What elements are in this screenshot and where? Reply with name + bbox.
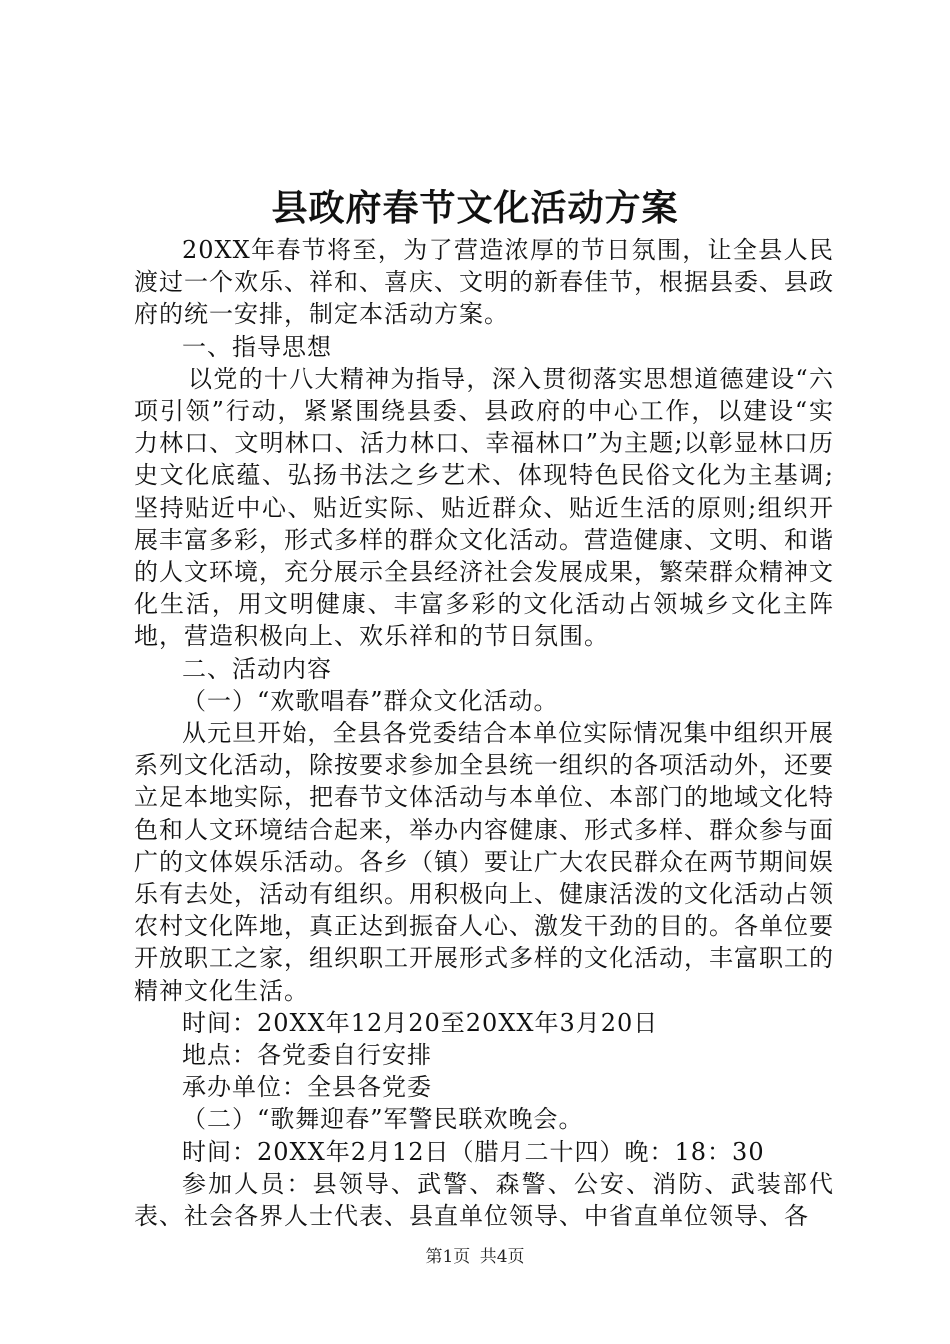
section-heading-guiding-ideology: 一、指导思想 (182, 332, 332, 361)
activity-1-paragraph: 从元旦开始，全县各党委结合本单位实际情况集中组织开展系列文化活动，除按要求参加全县统一组织的各项活动外，还要立足本地实际，把春节文体活动与本单位、本部门的地域文化特色和人文环境结合起来，举办内容健康、形式多样、群众参与面广的文体娱乐活动。各乡（镇）要让广大农民群众在两节期间娱乐有去处，活动有组织。用积极向上、健康活泼的文化活动占领农村文化阵地，真正达到振奋人心、激发干劲的目的。各单位要开放职工之家，组织职工开展形式多样的文化活动，丰富职工的精神文化生活。 (134, 719, 834, 1005)
activity-2-time: 时间：20XX年2月12日（腊月二十四）晚：18：30 (182, 1137, 765, 1166)
document-title: 县政府春节文化活动方案 (271, 187, 679, 229)
document-body (134, 234, 834, 1232)
activity-1-location: 地点：各党委自行安排 (182, 1041, 432, 1070)
activity-1-organizer: 承办单位：全县各党委 (182, 1073, 432, 1102)
activity-1-time: 时间：20XX年12月20至20XX年3月20日 (182, 1008, 659, 1037)
guiding-ideology-paragraph: 以党的十八大精神为指导，深入贯彻落实思想道德建设“六项引领”行动，紧紧围绕县委、县政府的中心工作，以建设“实力林口、文明林口、活力林口、幸福林口”为主题;以彰显林口历史文化底蕴、弘扬书法之乡艺术、体现特色民俗文化为主基调;坚持贴近中心、贴近实际、贴近群众、贴近生活的原则;组织开展丰富多彩，形式多样的群众文化活动。营造健康、文明、和谐的人文环境，充分展示全县经济社会发展成果，繁荣群众精神文化生活，用文明健康、丰富多彩的文化活动占领城乡文化主阵地，营造积极向上、欢乐祥和的节日氛围。 (134, 364, 834, 651)
subsection-heading-1: （一）“欢歌唱春”群众文化活动。 (182, 686, 559, 715)
subsection-heading-2: （二）“歌舞迎春”军警民联欢晚会。 (182, 1105, 584, 1134)
intro-paragraph: 20XX年春节将至，为了营造浓厚的节日氛围，让全县人民渡过一个欢乐、祥和、喜庆、文明的新春佳节，根据县委、县政府的统一安排，制定本活动方案。 (134, 236, 834, 329)
activity-2-participants: 参加人员：县领导、武警、森警、公安、消防、武装部代表、社会各界人士代表、县直单位领导、中省直单位领导、各 (134, 1169, 834, 1231)
page-number-footer: 第1页 共4页 (425, 1247, 525, 1267)
section-heading-activity-content: 二、活动内容 (182, 654, 332, 683)
